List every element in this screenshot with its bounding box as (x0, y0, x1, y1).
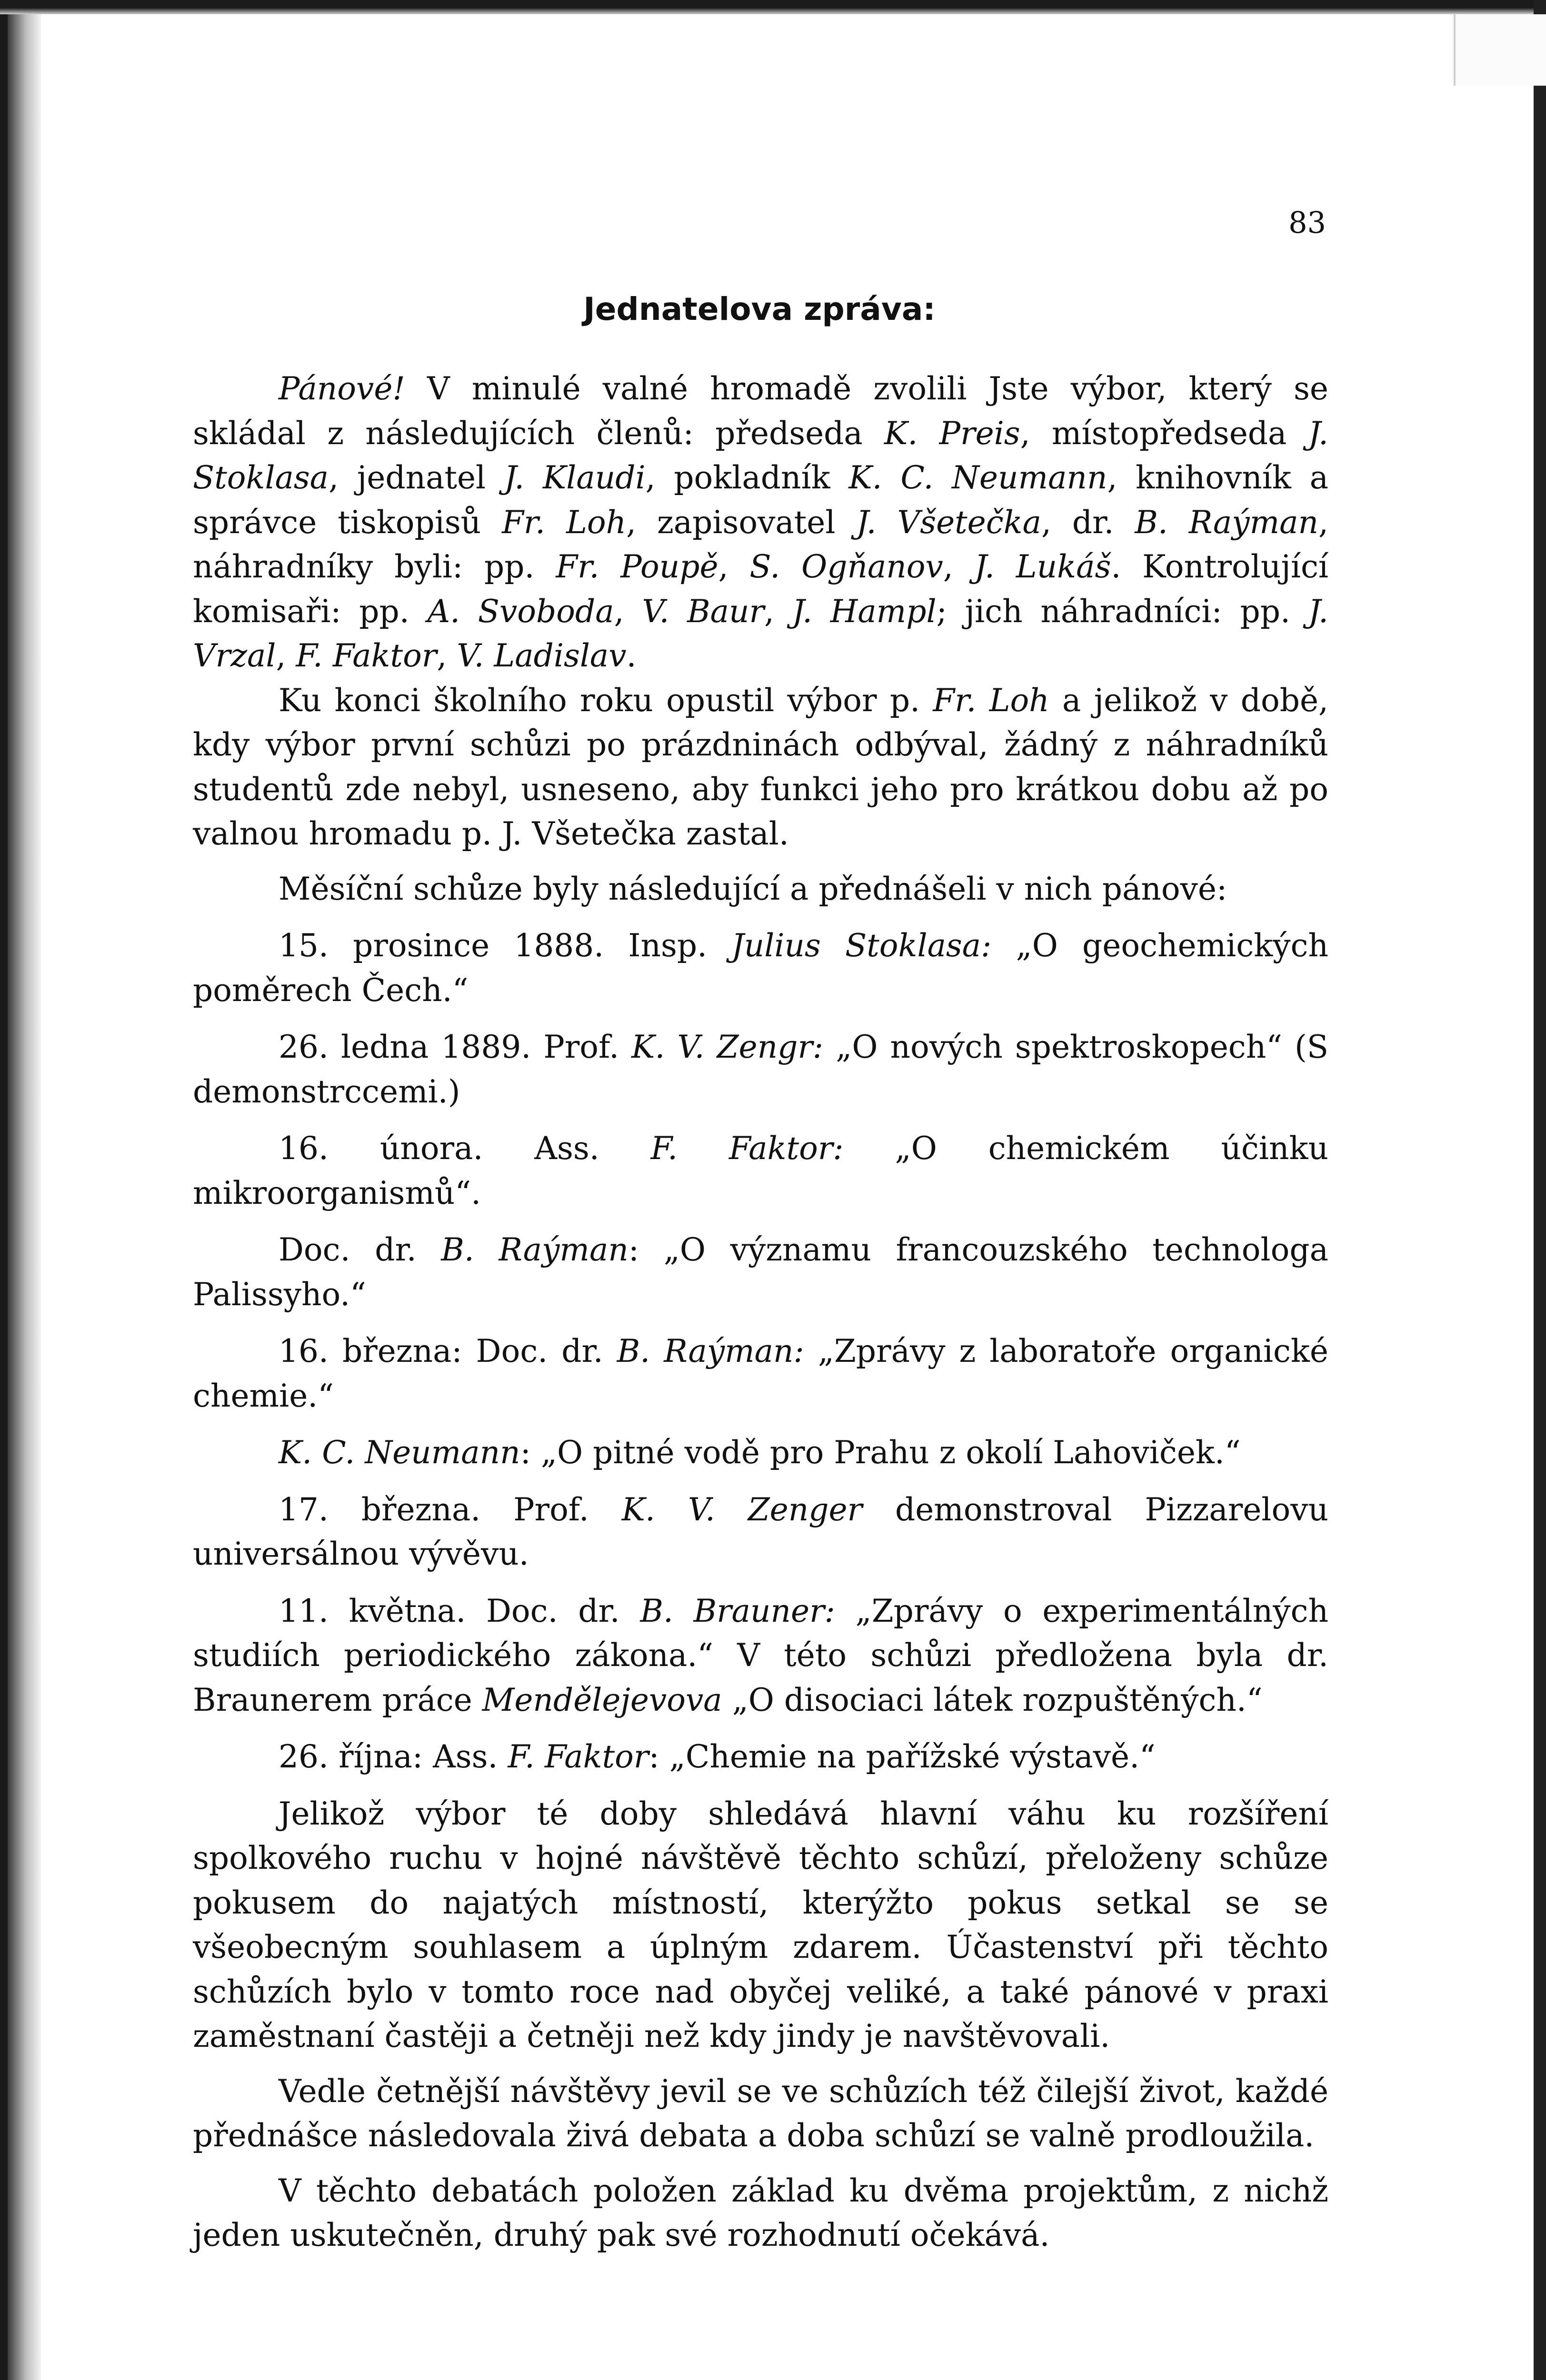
lecture-item: 16. března: Doc. dr. B. Raýman: „Zprávy z laboratoře organické chemie.“ (193, 1333, 1328, 1414)
report-body (193, 367, 1328, 2258)
paragraph-projects: V těchto debatách položen základ ku dvěma projektům, z nichž jeden uskutečněn, druhý pak své rozhodnutí očekává. (193, 2172, 1328, 2253)
scan-shadow-left (8, 0, 41, 2380)
lecture-item: 15. prosince 1888. Insp. Julius Stoklasa: „O geochemických poměrech Čech.“ (193, 927, 1328, 1009)
salutation: Pánové! (279, 370, 405, 407)
paragraph-lectures-intro: Měsíční schůze byly následující a přednášeli v nich pánové: (279, 870, 1227, 907)
lecture-item: 26. října: Ass. F. Faktor: „Chemie na pařížské výstavě.“ (279, 1738, 1156, 1775)
scan-page-corner (1454, 14, 1546, 86)
scan-border-top (0, 0, 1546, 14)
lecture-item: 26. ledna 1889. Prof. K. V. Zengr: „O nových spektroskopech“ (S demonstrccemi.) (193, 1029, 1328, 1110)
lecture-item-brauner: 11. května. Doc. dr. B. Brauner: „Zprávy o experimentálných studiích periodického zákona.“ V této schůzi předložena byla dr. Braunerem práce Mendělejevova „O disociaci látek rozpuštěných.“ (193, 1592, 1328, 1718)
paragraph-attendance: Jelikož výbor té doby shledává hlavní váhu ku rozšíření spolkového ruchu v hojné návštěvě těchto schůzí, přeloženy schůze pokusem do najatých místností, kterýžto pokus setkal se se všeobecným souhlasem a úplným zdarem. Účastenství při těchto schůzích bylo v tomto roce nad obyčej veliké, a také pánové v praxi zaměstnaní častěji a četněji než kdy jindy je navštěvovali. (193, 1795, 1328, 2054)
paragraph-committee: Pánové! V minulé valné hromadě zvolili Jste výbor, který se skládal z následujících členů: předseda K. Preis, místopředseda J. Stoklasa, jednatel J. Klaudi, pokladník K. C. Neumann, knihovník a správce tiskopisů Fr. Loh, zapisovatel J. Všetečka, dr. B. Raýman, náhradníky byli: pp. Fr. Poupě, S. Ogňanov, J. Lukáš. Kontrolující komisaři: pp. A. Svoboda, V. Baur, J. Hampl; jich náhradníci: pp. J. Vrzal, F. Faktor, V. Ladislav. (193, 370, 1329, 674)
page-number: 83 (1288, 205, 1326, 240)
scan-border-left (0, 0, 8, 2380)
paragraph-debates: Vedle četnější návštěvy jevil se ve schůzích též čilejší život, každé přednášce následovala živá debata a doba schůzí se valně prodloužila. (193, 2073, 1328, 2154)
page-title: Jednatelova zpráva: (583, 291, 936, 327)
lecture-item: Doc. dr. B. Raýman: „O významu francouzského technologa Palissyho.“ (193, 1231, 1328, 1313)
paragraph-resignation: Ku konci školního roku opustil výbor p. Fr. Loh a jelikož v době, kdy výbor první schůzi po prázdninách odbýval, žádný z náhradníků studentů zde nebyl, usneseno, aby funkci jeho pro krátkou dobu až po valnou hromadu p. J. Všetečka zastal. (193, 682, 1329, 852)
lecture-item: 17. března. Prof. K. V. Zenger demonstroval Pizzarelovu universálnou vývěvu. (193, 1491, 1328, 1572)
lecture-item: K. C. Neumann: „O pitné vodě pro Prahu z okolí Lahoviček.“ (279, 1434, 1241, 1471)
scan-border-right (1534, 0, 1546, 2380)
lecture-item: 16. února. Ass. F. Faktor: „O chemickém účinku mikroorganismů“. (193, 1130, 1328, 1211)
